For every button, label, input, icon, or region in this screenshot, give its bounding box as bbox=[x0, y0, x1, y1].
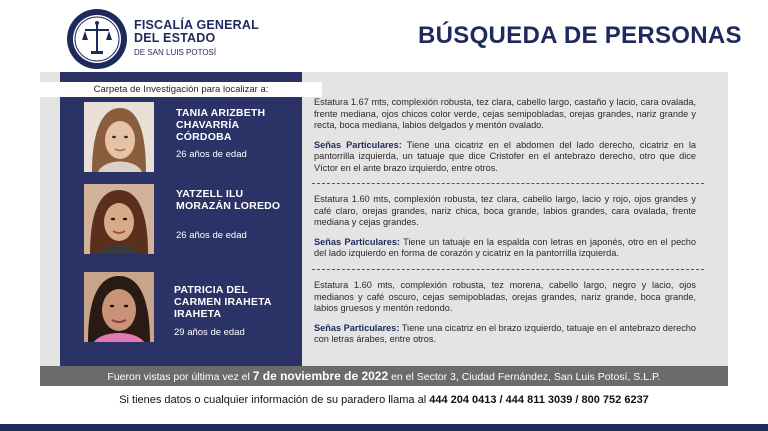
person-name-line: CÓRDOBA bbox=[176, 131, 232, 143]
bottom-bar bbox=[0, 424, 768, 431]
contact-pre: Si tienes datos o cualquier información de su paradero llama al bbox=[119, 394, 427, 406]
person-photo bbox=[84, 102, 154, 172]
person-name bbox=[176, 188, 280, 212]
person-age: 26 años de edad bbox=[176, 230, 247, 241]
person-name-line: YATZELL ILU bbox=[176, 188, 244, 200]
distinguishing-marks bbox=[314, 237, 696, 260]
senas-label: Señas Particulares: bbox=[314, 322, 400, 333]
divider bbox=[312, 183, 704, 184]
person-description bbox=[314, 194, 696, 260]
carpeta-label: Carpeta de Investigación para localizar a: bbox=[40, 82, 322, 97]
person-name-line: CHAVARRÍA bbox=[176, 119, 240, 131]
last-seen-post: en el Sector 3, Ciudad Fernández, San Luis Potosí, S.L.P. bbox=[391, 371, 661, 383]
physical-description: Estatura 1.60 mts, complexión robusta, tez clara, cabello largo, lacio y rojo, ojos grandes y café claro, orejas grandes, nariz chica, boca grande, labios grandes, cara ovalada, frente mediana y cejas grandes. bbox=[314, 194, 696, 227]
person-name bbox=[174, 284, 272, 320]
person-photo bbox=[84, 184, 154, 254]
divider bbox=[312, 269, 704, 270]
distinguishing-marks bbox=[314, 140, 696, 175]
physical-description: Estatura 1.67 mts, complexión robusta, tez clara, cabello largo, castaño y lacio, cara ovalada, frente mediana, ojos chicos color verde, cejas semipobladas, orejas grandes, nariz grande y recta, boca mediana, labios delgados y mentón ovalado. bbox=[314, 97, 696, 130]
page-title: BÚSQUEDA DE PERSONAS bbox=[418, 22, 742, 49]
institution-name bbox=[134, 19, 259, 59]
person-name-line: MORAZÁN LOREDO bbox=[176, 200, 281, 212]
senas-text: Tiene un tatuaje en la espalda con letras en japonés, otro en el pecho del lado izquierdo en forma de corazón y cicatriz en la pantorrilla izquierda. bbox=[314, 236, 696, 258]
senas-text: Tiene una cicatriz en el abdomen del lado derecho, cicatriz en la pantorrilla izquierda, un tatuaje que dice Cristofer en el antebrazo derecho, otro que dice Víctor en el ante brazo izquierdo, entre otros. bbox=[314, 139, 697, 173]
last-seen-date: 7 de noviembre de 2022 bbox=[252, 369, 389, 383]
institution-line-1: FISCALÍA GENERAL bbox=[134, 18, 259, 32]
contact-phones: 444 204 0413 / 444 811 3039 / 800 752 6237 bbox=[429, 394, 649, 406]
contact-line bbox=[0, 394, 768, 406]
senas-text: Tiene una cicatriz en el brazo izquierdo, tatuaje en el antebrazo derecho con letras árabes, entre otros. bbox=[314, 322, 697, 344]
last-seen-banner bbox=[40, 366, 728, 386]
senas-label: Señas Particulares: bbox=[314, 236, 400, 247]
person-name-line: CARMEN IRAHETA bbox=[174, 296, 272, 308]
person-name bbox=[176, 107, 265, 143]
senas-label: Señas Particulares: bbox=[314, 139, 402, 150]
person-photo bbox=[84, 272, 154, 342]
person-age: 29 años de edad bbox=[174, 327, 245, 338]
scales-of-justice-seal-icon bbox=[66, 8, 128, 70]
person-description bbox=[314, 280, 696, 346]
distinguishing-marks bbox=[314, 323, 696, 346]
institution-line-2: DEL ESTADO bbox=[134, 31, 216, 45]
person-name-line: IRAHETA bbox=[174, 308, 222, 320]
last-seen-pre: Fueron vistas por última vez el bbox=[107, 371, 250, 383]
institution-line-3: DE SAN LUIS POTOSÍ bbox=[134, 48, 217, 57]
person-age: 26 años de edad bbox=[176, 149, 247, 160]
person-name-line: PATRICIA DEL bbox=[174, 284, 248, 296]
person-name-line: TANIA ARIZBETH bbox=[176, 107, 266, 119]
person-description bbox=[314, 97, 696, 174]
physical-description: Estatura 1.60 mts, complexión robusta, tez morena, cabello largo, negro y lacio, ojos medianos y café oscuro, cejas semipobladas, orejas grandes, nariz grande, boca grande, labios gruesos y mentón redondo. bbox=[314, 280, 696, 313]
